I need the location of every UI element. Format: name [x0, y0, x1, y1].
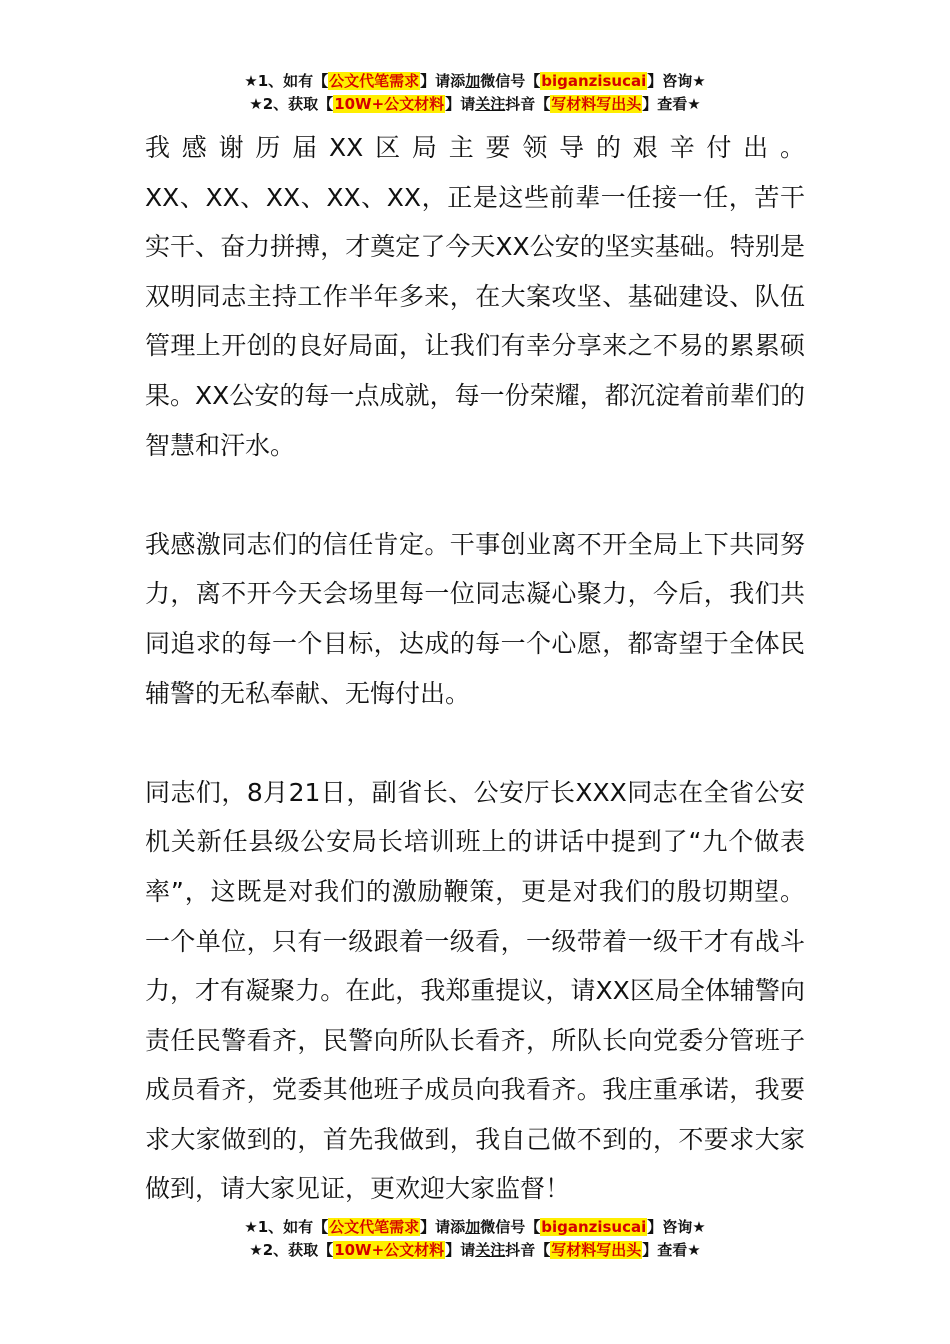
promo-highlight: 写材料写出头	[551, 95, 642, 113]
promo-underlined: 关注	[475, 1241, 506, 1259]
promo-text: 】请	[445, 1241, 476, 1259]
promo-line-1	[0, 70, 950, 93]
promo-underlined: 加	[465, 72, 481, 90]
promo-text: 微信号【	[480, 72, 541, 90]
promo-line-2	[0, 1239, 950, 1262]
promo-banner-bottom	[0, 1216, 950, 1262]
promo-highlight: 10W+公文材料	[334, 95, 445, 113]
paragraph-spacer	[145, 718, 805, 768]
paragraph-2: 我感激同志们的信任肯定。干事创业离不开全局上下共同努力，离不开今天会场里每一位同志凝心聚力，今后，我们共同追求的每一个目标，达成的每一个心愿，都寄望于全体民辅警的无私奉献、无悔付出。	[145, 529, 805, 708]
paragraph-spacer	[145, 470, 805, 520]
promo-line-1	[0, 1216, 950, 1239]
promo-highlight: 公文代笔需求	[329, 72, 420, 90]
paragraph-1: XX、XX、XX、XX、XX，正是这些前辈一任接一任，苦干实干、奋力拼搏，才奠定了今天XX公安的坚实基础。特别是双明同志主持工作半年多来，在大案攻坚、基础建设、队伍管理上开创的良好局面，让我们有幸分享来之不易的累累硕果。XX公安的每一点成就，每一份荣耀，都沉淀着前辈们的智慧和汗水。	[145, 182, 805, 460]
promo-text: 】咨询★	[647, 1218, 706, 1236]
promo-highlight: biganzisucai	[541, 1218, 647, 1236]
promo-text: 抖音【	[505, 95, 551, 113]
promo-text: 】请添	[420, 1218, 466, 1236]
promo-text: ★2、获取【	[249, 1241, 334, 1259]
promo-highlight: 10W+公文材料	[334, 1241, 445, 1259]
promo-text: 】查看★	[642, 1241, 701, 1259]
paragraph-3: 同志们，8月21日，副省长、公安厅长XXX同志在全省公安机关新任县级公安局长培训班上的讲话中提到了“九个做表率”，这既是对我们的激励鞭策，更是对我们的殷切期望。一个单位，只有一级跟着一级看，一级带着一级干才有战斗力，才有凝聚力。在此，我郑重提议，请XX区局全体辅警向责任民警看齐，民警向所队长看齐，所队长向党委分管班子成员看齐，党委其他班子成员向我看齐。我庄重承诺，我要求大家做到的，首先我做到，我自己做不到的，不要求大家做到，请大家见证，更欢迎大家监督！	[145, 777, 805, 1204]
promo-text: 】请添	[420, 72, 466, 90]
promo-text: ★2、获取【	[249, 95, 334, 113]
promo-line-2	[0, 93, 950, 116]
promo-text: 】咨询★	[647, 72, 706, 90]
promo-underlined: 加	[465, 1218, 481, 1236]
promo-highlight: 公文代笔需求	[329, 1218, 420, 1236]
promo-highlight: 写材料写出头	[551, 1241, 642, 1259]
promo-underlined: 关注	[475, 95, 506, 113]
promo-text: 】查看★	[642, 95, 701, 113]
document-body	[145, 123, 805, 1214]
promo-text: 】请	[445, 95, 476, 113]
promo-text: 抖音【	[505, 1241, 551, 1259]
paragraph-1-first-line: 我感谢历届XX区局主要领导的艰辛付出。	[145, 133, 805, 162]
promo-highlight: biganzisucai	[541, 72, 647, 90]
promo-banner-top	[0, 70, 950, 116]
promo-text: ★1、如有【	[244, 1218, 329, 1236]
promo-text: 微信号【	[480, 1218, 541, 1236]
promo-text: ★1、如有【	[244, 72, 329, 90]
